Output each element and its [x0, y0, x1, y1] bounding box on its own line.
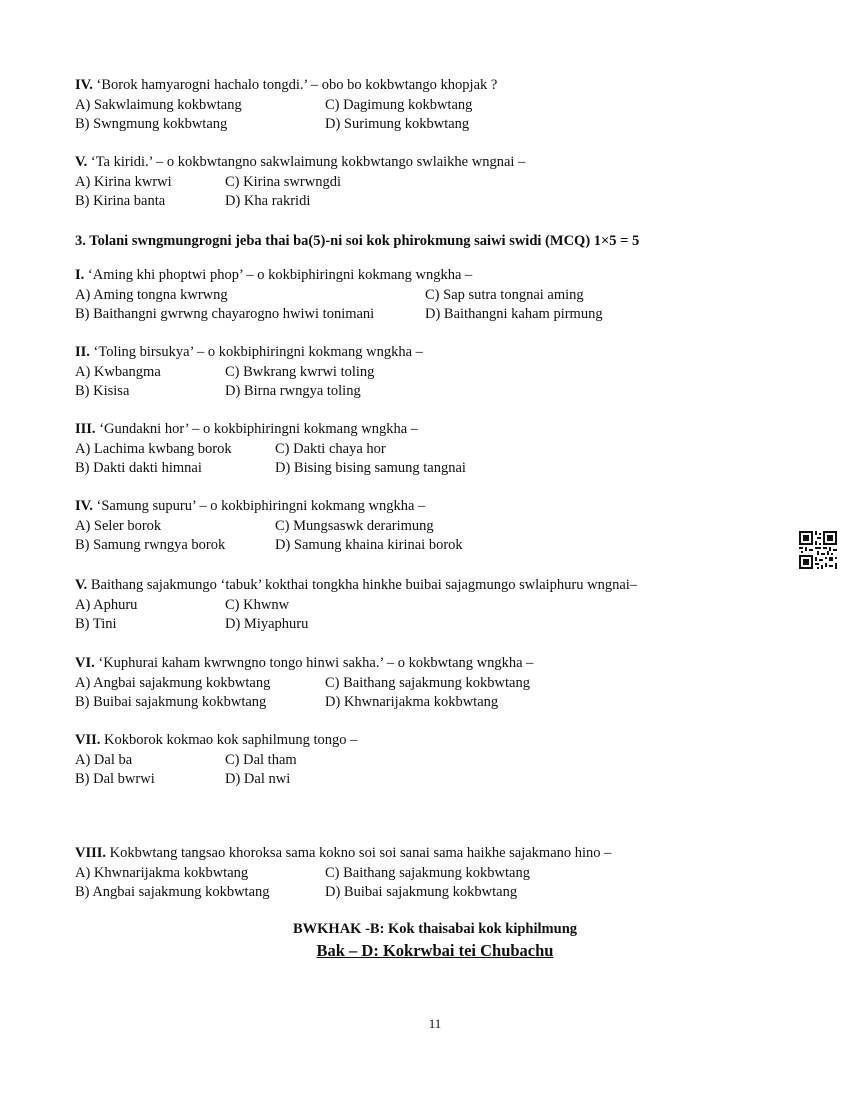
question-stem: III. ‘Gundakni hor’ – o kokbiphiringni kokmang wngkha – — [75, 421, 419, 437]
qr-code-icon — [799, 531, 837, 569]
option-c: C) Baithang sajakmung kokbwtang — [325, 674, 530, 691]
option-b: B) Samung rwngya borok — [75, 537, 226, 553]
option-c: C) Khwnw — [225, 596, 290, 613]
option-c: C) Kirina swrwngdi — [225, 173, 341, 190]
option-d: D) Kha rakridi — [225, 193, 311, 209]
question-stem: II. ‘Toling birsukya’ – o kokbiphiringni kokmang wngkha – — [75, 344, 423, 360]
question-v — [75, 576, 637, 635]
option-a: A) Dal ba — [75, 751, 133, 768]
option-d: D) Birna rwngya toling — [225, 383, 361, 399]
question-i — [75, 266, 603, 325]
question-stem: IV. ‘Samung supuru’ – o kokbiphiringni kokmang wngkha – — [75, 498, 426, 514]
option-b: B) Angbai sajakmung kokbwtang — [75, 884, 270, 900]
option-b: B) Dakti dakti himnai — [75, 460, 202, 476]
option-c: C) Bwkrang kwrwi toling — [225, 363, 375, 380]
option-d: D) Buibai sajakmung kokbwtang — [325, 884, 518, 900]
option-c: C) Dagimung kokbwtang — [325, 96, 473, 113]
question-stem: VIII. Kokbwtang tangsao khoroksa sama kokno soi soi sanai sama haikhe sajakmano hino – — [75, 845, 612, 861]
option-a: A) Seler borok — [75, 517, 162, 534]
option-b: B) Kisisa — [75, 383, 130, 399]
option-d: D) Miyaphuru — [225, 616, 309, 632]
question-vi — [75, 654, 533, 713]
option-c: C) Dal tham — [225, 751, 297, 768]
option-a: A) Sakwlaimung kokbwtang — [75, 96, 242, 113]
option-b: B) Dal bwrwi — [75, 771, 155, 787]
question-stem: VI. ‘Kuphurai kaham kwrwngno tongo hinwi sakha.’ – o kokbwtang wngkha – — [75, 655, 534, 671]
option-d: D) Samung khaina kirinai borok — [275, 537, 463, 553]
question-stem: IV. ‘Borok hamyarogni hachalo tongdi.’ – obo bo kokbwtango khopjak ? — [75, 77, 498, 93]
section-3-heading: 3. Tolani swngmungrogni jeba thai ba(5)-ni soi kok phirokmung saiwi swidi (MCQ) 1×5 = 5 — [75, 233, 640, 249]
option-a: A) Angbai sajakmung kokbwtang — [75, 674, 271, 691]
option-a: A) Aming tongna kwrwng — [75, 286, 228, 303]
question-stem: I. ‘Aming khi phoptwi phop’ – o kokbiphiringni kokmang wngkha – — [75, 267, 473, 283]
option-c: C) Dakti chaya hor — [275, 440, 386, 457]
option-a: A) Aphuru — [75, 596, 138, 613]
page-number: 11 — [428, 1016, 442, 1031]
question-stem: VII. Kokborok kokmao kok saphilmung tongo – — [75, 732, 358, 748]
option-b: B) Kirina banta — [75, 193, 166, 209]
option-b: B) Baithangni gwrwng chayarogno hwiwi tonimani — [75, 306, 375, 322]
option-d: D) Dal nwi — [225, 771, 291, 787]
option-a: A) Lachima kwbang borok — [75, 440, 232, 457]
option-a: A) Kwbangma — [75, 363, 161, 380]
option-d: D) Khwnarijakma kokbwtang — [325, 694, 499, 710]
sub-heading: Bak – D: Kokrwbai tei Chubachu — [316, 941, 554, 960]
option-c: C) Baithang sajakmung kokbwtang — [325, 864, 530, 881]
question-top-iv — [75, 76, 497, 135]
option-b: B) Buibai sajakmung kokbwtang — [75, 694, 267, 710]
option-a: A) Kirina kwrwi — [75, 173, 172, 190]
option-b: B) Swngmung kokbwtang — [75, 116, 228, 132]
question-stem: V. ‘Ta kiridi.’ – o kokbwtangno sakwlaimung kokbwtango swlaikhe wngnai – — [75, 154, 526, 170]
option-d: D) Baithangni kaham pirmung — [425, 306, 603, 322]
option-c: C) Sap sutra tongnai aming — [425, 286, 584, 303]
part-heading: BWKHAK -B: Kok thaisabai kok kiphilmung — [292, 921, 578, 937]
question-vii — [75, 731, 357, 790]
question-top-v — [75, 153, 525, 212]
question-iii — [75, 420, 466, 479]
option-b: B) Tini — [75, 616, 117, 632]
question-viii — [75, 844, 611, 903]
option-d: D) Surimung kokbwtang — [325, 116, 470, 132]
option-a: A) Khwnarijakma kokbwtang — [75, 864, 249, 881]
question-stem: V. Baithang sajakmungo ‘tabuk’ kokthai tongkha hinkhe buibai sajagmungo swlaiphuru wngnai– — [75, 577, 638, 593]
option-d: D) Bising bising samung tangnai — [275, 460, 466, 476]
question-ii — [75, 343, 423, 402]
option-c: C) Mungsaswk derarimung — [275, 517, 434, 534]
question-iv — [75, 497, 463, 556]
